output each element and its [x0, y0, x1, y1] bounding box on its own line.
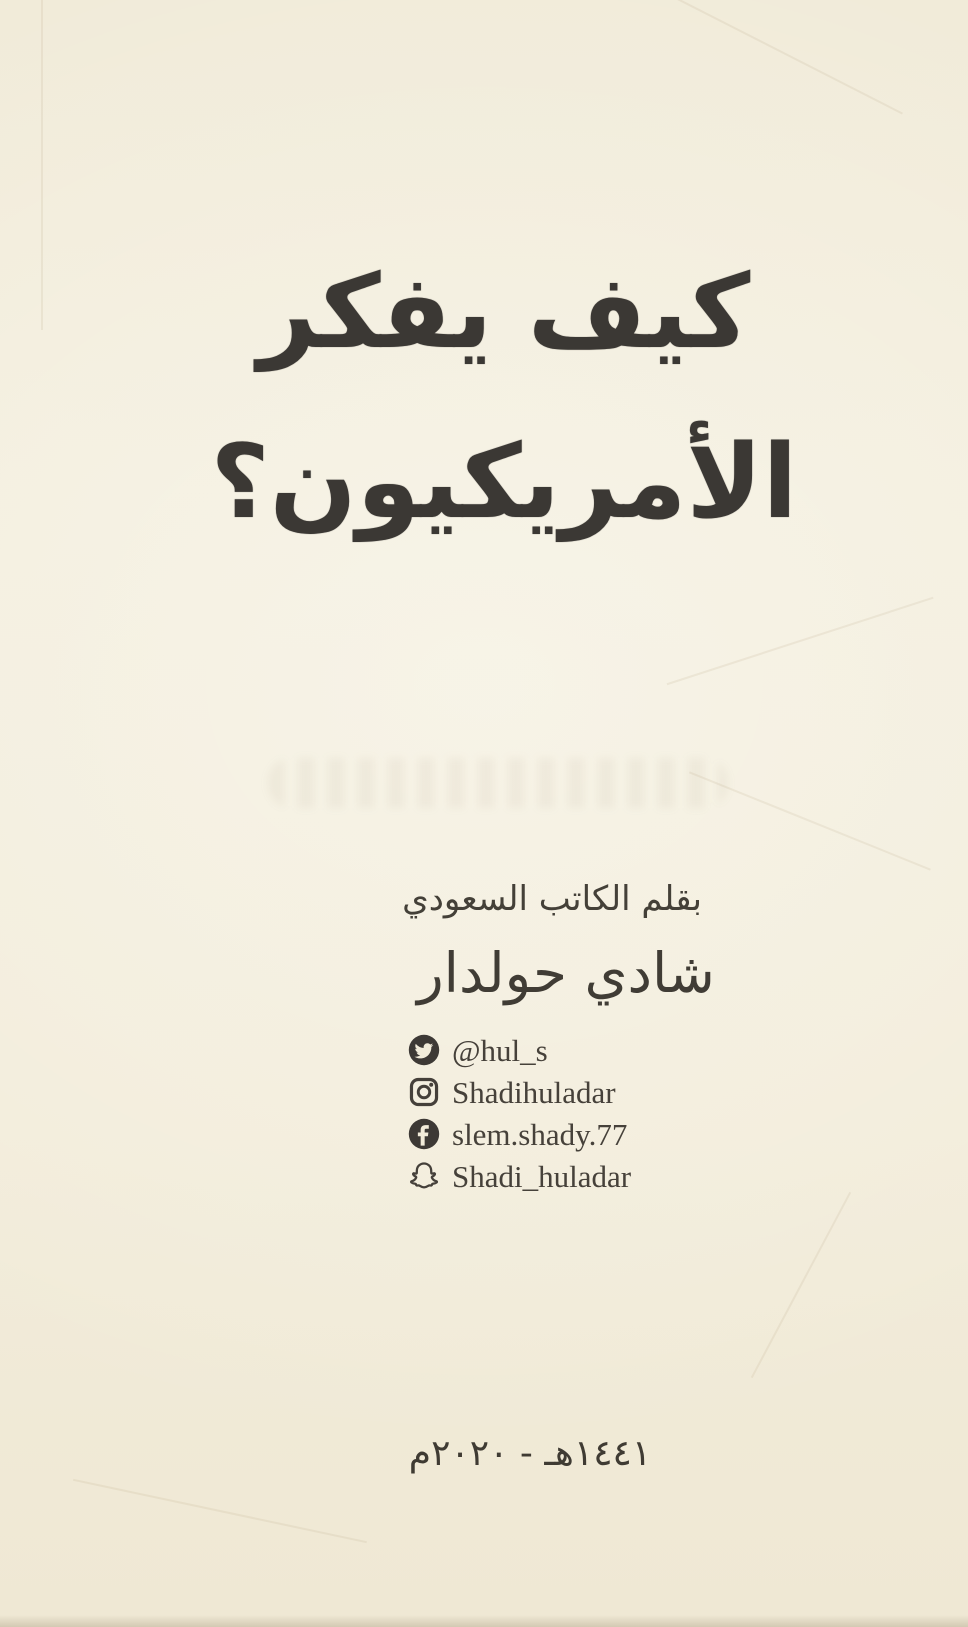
book-title: [0, 228, 968, 568]
paper-crease: [617, 0, 903, 114]
twitter-handle: @hul_s: [452, 1032, 548, 1068]
ink-bleed-through: [268, 758, 728, 808]
snapchat-handle: Shadi_huladar: [452, 1158, 632, 1194]
social-row-snapchat: [408, 1158, 631, 1194]
snapchat-icon: [408, 1160, 440, 1192]
author-byline: بقلم الكاتب السعودي: [402, 879, 702, 919]
instagram-handle: Shadihuladar: [452, 1074, 616, 1110]
social-handles-list: [408, 1032, 631, 1200]
paper-crease: [689, 771, 931, 870]
title-line-2: الأمريكيون؟: [210, 423, 798, 542]
instagram-icon: [408, 1076, 440, 1108]
title-line-1: كيف يفكر: [257, 253, 751, 372]
facebook-handle: slem.shady.77: [452, 1116, 628, 1152]
scan-edge-shadow: [0, 1615, 968, 1627]
facebook-icon: [408, 1118, 440, 1150]
author-name: شادي حولدار: [417, 941, 715, 1005]
publication-date: ١٤٤١هـ - ٢٠٢٠م: [408, 1433, 652, 1474]
paper-crease: [751, 1192, 851, 1378]
author-block: [0, 868, 968, 1016]
social-row-facebook: [408, 1116, 631, 1152]
social-row-instagram: [408, 1074, 631, 1110]
paper-crease: [667, 597, 934, 685]
paper-crease: [73, 1479, 367, 1543]
twitter-icon: [408, 1034, 440, 1066]
social-row-twitter: [408, 1032, 631, 1068]
